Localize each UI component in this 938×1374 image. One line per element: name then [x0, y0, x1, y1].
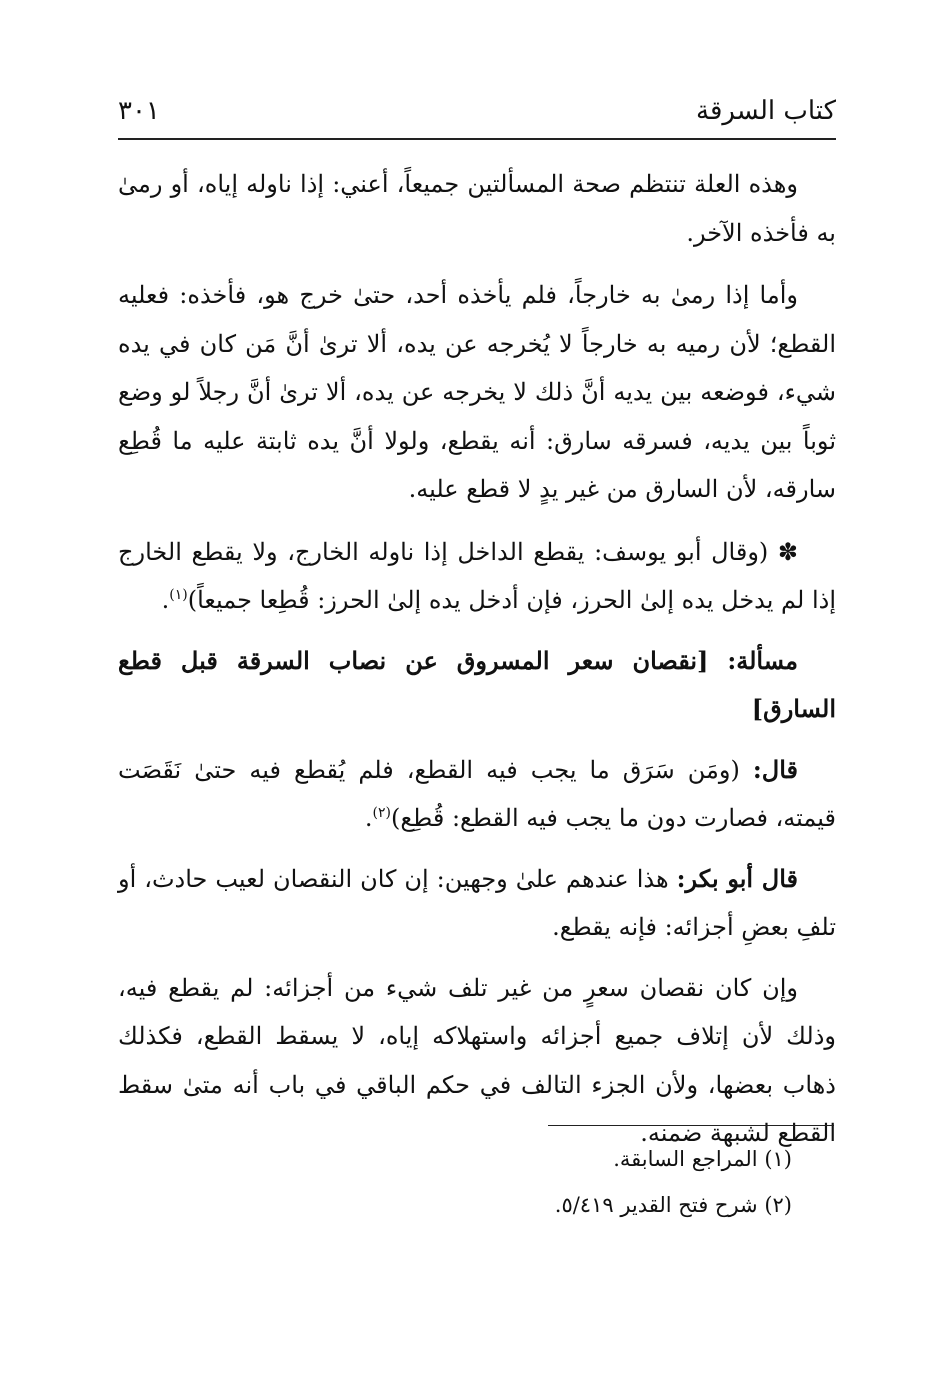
footnote-rule [548, 1125, 834, 1126]
paragraph-4 [118, 746, 836, 843]
abu-bakr-label: قال أبو بكر: [676, 863, 798, 893]
footnote-1: (١) المراجع السابقة. [613, 1147, 792, 1171]
paragraph-3 [118, 528, 836, 625]
paragraph-4-text: (ومَن سَرَق ما يجب فيه القطع، فلم يُقطع فيه حتىٰ نَقَصَت قيمته، فصارت دون ما يجب فيه القطع: قُطِع) [118, 755, 836, 832]
qala-label: قال: [752, 754, 798, 784]
paragraph-5-text: هذا عندهم علىٰ وجهين: إن كان النقصان لعيب حادث، أو تلفِ بعضِ أجزائه: فإنه يقطع. [118, 864, 836, 941]
footnote-ref-1: (١) [169, 587, 188, 603]
chapter-title: كتاب السرقة [696, 96, 836, 126]
paragraph-2: وأما إذا رمىٰ به خارجاً، فلم يأخذه أحد، حتىٰ خرج هو، فأخذه: فعليه القطع؛ لأن رميه به خارجاً لا يُخرجه عن يده، ألا ترىٰ أنَّ مَن كان في يده شيء، فوضعه بين يديه أنَّ ذلك لا يخرجه عن يده، ألا ترىٰ أنَّ رجلاً لو وضع ثوباً بين يديه، فسرقه سارق: أنه يقطع، ولولا أنَّ يده ثابتة عليه ما قُطِع سارقه، لأن السارق من غير يدٍ لا قطع عليه. [118, 281, 836, 503]
footnotes [118, 1136, 836, 1228]
page-number: ٣٠١ [118, 96, 160, 126]
paragraph-4-end: . [364, 804, 373, 832]
issue-heading: مسألة: [نقصان سعر المسروق عن نصاب السرقة قبل قطع السارق] [118, 645, 836, 723]
running-header [118, 88, 836, 134]
abu-yusuf-quote: ✽ (وقال أبو يوسف: يقطع الداخل إذا ناوله الخارج، ولا يقطع الخارج إذا لم يدخل يده إلىٰ الحرز، فإن أدخل يده إلىٰ الحرز: قُطِعا جميعاً) [118, 537, 836, 614]
header-rule [118, 138, 836, 140]
page-body [118, 160, 836, 1172]
footnote-2: (٢) شرح فتح القدير ٥/٤١٩. [554, 1193, 792, 1217]
paragraph-5 [118, 855, 836, 952]
paragraph-1: وهذه العلة تنتظم صحة المسألتين جميعاً، أعني: إذا ناوله إياه، أو رمىٰ به فأخذه الآخر. [118, 170, 836, 247]
paragraph-3-end: . [161, 586, 170, 614]
paragraph-6: وإن كان نقصان سعرٍ من غير تلف شيء من أجزائه: لم يقطع فيه، وذلك لأن إتلاف جميع أجزائه واستهلاكه إياه، لا يسقط القطع، فكذلك ذهاب بعضها، ولأن الجزء التالف في حكم الباقي في باب أنه متىٰ سقط القطع لشبهة ضمنه. [118, 973, 836, 1147]
footnote-ref-2: (٢) [372, 805, 392, 821]
